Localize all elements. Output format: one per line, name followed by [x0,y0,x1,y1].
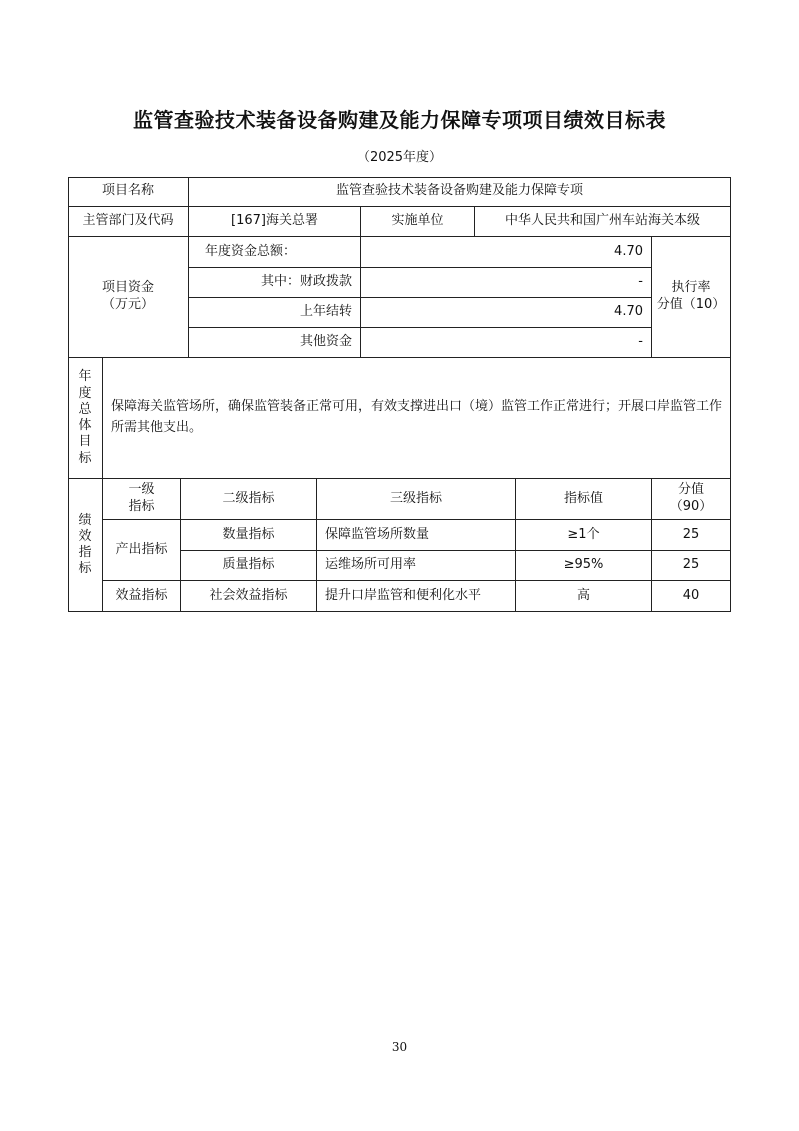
goal-label-char: 年 [78,369,92,385]
perf-label-char: 指 [78,545,92,560]
funds-label-line2: （万元） [101,297,154,312]
header-level1-line2: 指标 [128,499,155,514]
indicator-score: 40 [652,581,731,612]
impl-label: 实施单位 [361,207,475,237]
indicator-value: ≥1个 [516,520,652,551]
impl-value: 中华人民共和国广州车站海关本级 [475,207,731,237]
dept-value: [167]海关总署 [189,207,361,237]
perf-label [68,479,103,612]
goal-label-char: 标 [78,450,92,466]
funds-total-label: 年度资金总额： [189,237,361,268]
indicator-value: 高 [516,581,652,612]
indicator-level2: 质量指标 [181,551,317,581]
funds-label-line1: 项目资金 [101,280,154,296]
goal-label-char: 目 [78,434,92,450]
header-score-line2: （90） [669,499,713,514]
page-number: 30 [391,1040,408,1054]
indicator-level2: 社会效益指标 [181,581,317,612]
indicator-score: 25 [652,551,731,581]
goal-label [68,358,103,479]
exec-rate-line1: 执行率 [671,280,711,296]
dept-label: 主管部门及代码 [68,207,189,237]
perf-label-char: 绩 [78,512,92,528]
document-title: 监管查验技术装备设备购建及能力保障专项项目绩效目标表 [133,108,666,132]
header-level1 [103,479,181,520]
project-name-value: 监管查验技术装备设备购建及能力保障专项 [189,177,731,207]
indicator-score: 25 [652,520,731,551]
goal-label-char: 体 [78,418,92,433]
header-level2: 二级指标 [181,479,317,520]
header-level3: 三级指标 [317,479,516,520]
goal-label-char: 度 [78,385,92,401]
indicator-level3: 提升口岸监管和便利化水平 [317,581,516,612]
performance-table [68,177,731,612]
goal-text: 保障海关监管场所，确保监管装备正常可用，有效支撑进出口（境）监管工作正常进行；开展口岸监管工作所需其他支出。 [103,358,731,479]
indicator-level3: 保障监管场所数量 [317,520,516,551]
funds-carryover-value: 4.70 [361,298,652,328]
exec-rate-line2: 分值（10） [656,297,726,312]
funds-carryover-label: 上年结转 [189,298,361,328]
funds-fiscal-value: - [361,268,652,298]
exec-rate-cell [652,237,731,358]
header-level1-line1: 一级 [128,482,155,498]
header-value: 指标值 [516,479,652,520]
funds-other-value: - [361,328,652,358]
funds-other-label: 其他资金 [189,328,361,358]
funds-total-value: 4.70 [361,237,652,268]
benefit-label: 效益指标 [103,581,181,612]
indicator-value: ≥95% [516,551,652,581]
header-score-line1: 分值 [677,482,704,498]
indicator-level2: 数量指标 [181,520,317,551]
indicator-level3: 运维场所可用率 [317,551,516,581]
perf-label-char: 效 [78,528,92,544]
header-score [652,479,731,520]
output-label: 产出指标 [103,520,181,581]
goal-label-char: 总 [78,401,92,417]
document-subtitle: （2025年度） [356,150,443,165]
funds-fiscal-label: 其中：财政拨款 [189,268,361,298]
perf-label-char: 标 [78,561,92,577]
project-name-label: 项目名称 [68,177,189,207]
funds-label [68,237,189,358]
